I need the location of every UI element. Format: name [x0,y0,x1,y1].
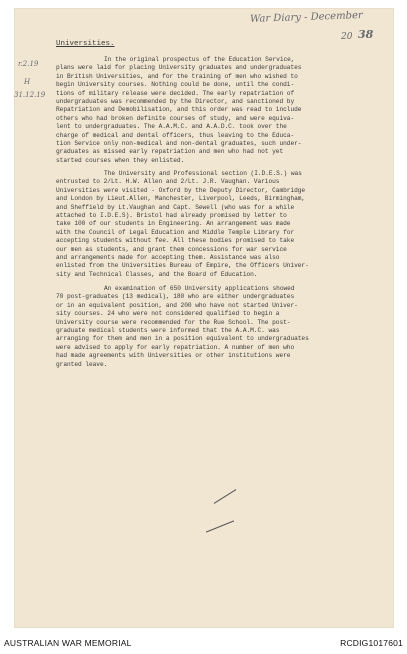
margin-ref-3: 31.12.19 [14,91,46,99]
text-line: granted leave. [56,360,108,368]
text-line: Universities were visited - Oxford by the Deputy Director, Cambridge [56,186,306,194]
margin-ref-1: r.2.19 [18,60,39,68]
text-line: had made agreements with Universities or other institutions were [56,352,291,360]
margin-ref-2: H [24,78,31,86]
text-line: undergraduates was recommended by the Director, and sanctioned by [56,98,295,106]
handwritten-folio: 38 [358,28,374,41]
text-line: our men as students, and grant them concessions for war service [56,245,287,253]
text-line: others who had broken definite courses of study, and were equiva- [56,114,295,122]
paragraph-2 [56,170,386,279]
text-line: An examination of 650 University applications showed [104,285,295,292]
text-line: and Sheffield by Lt.Vaughan and Capt. Sewell (who was for a while [56,203,295,211]
paragraph-3 [56,285,386,369]
text-line: 70 post-graduates (13 medical), 180 who are either undergraduates [56,293,295,301]
text-line: lent to undergraduates. The A.A.M.C. and A.A.D.C. took over the [56,123,287,131]
text-line: tion Service only non-medical and non-dental graduates, such under- [56,140,302,148]
text-line: sity courses. 24 who were not considered qualified to begin a [56,310,280,318]
section-heading: Universities. [56,40,115,48]
text-line: graduate medical students were informed that the A.A.M.C. was [56,327,280,335]
text-line: In the original prospectus of the Education Service, [104,56,295,63]
footer-id: RCDIG1017601 [340,638,403,648]
paragraph-1 [56,56,386,165]
text-line: and London by Lieut.Allen, Manchester, Liverpool, Leeds, Birmingham, [56,195,306,203]
handwritten-title: War Diary - December [249,10,363,25]
text-line: plans were laid for placing University graduates and undergraduates [56,64,302,72]
text-line: charge of medical and dental officers, thus leaving to the Educa- [56,131,295,139]
text-line: sity and Technical Classes, and the Board of Education. [56,270,258,278]
text-line: accepting students without fee. All these bodies promised to take [56,237,295,245]
footer-source: AUSTRALIAN WAR MEMORIAL [4,638,132,648]
text-line: take 100 of our students in Engineering. An arrangement was made [56,220,291,228]
text-line: University course were recommended for the Rue School. The post- [56,318,291,326]
text-line: arranging for them and men in a position equivalent to undergraduates [56,335,309,343]
text-line: attached to I.D.E.S). Bristol had already promised by letter to [56,212,287,220]
text-line: in British Universities, and for the training of men who wished to [56,72,298,80]
text-line: begin University courses. Nothing could be done, until the condi- [56,81,295,89]
text-line: were advised to apply for early repatriation. A number of men who [56,343,295,351]
text-line: entrusted to 2/Lt. H.W. Allen and 2/Lt. J.R. Vaughan. Various [56,178,280,186]
text-line: enlisted from the Universities Bureau of Empire, the Officers Univer- [56,262,309,270]
text-line: started courses when they enlisted. [56,156,185,164]
text-line: Repatriation and Demobilisation, and this order was read to include [56,106,302,114]
handwritten-folio-prefix: 20 [341,32,353,42]
text-line: The University and Professional section (I.D.E.S.) was [104,170,302,177]
text-line: and arrangements made for accepting them. Assistance was also [56,254,280,262]
text-line: with the Council of Legal Education and Middle Temple Library for [56,228,295,236]
text-line: tions of military release were decided. The early repatriation of [56,89,295,97]
text-line: or in an equivalent position, and 200 who have not started Univer- [56,301,298,309]
text-line: graduates as missed early repatriation and men who had not yet [56,148,284,156]
